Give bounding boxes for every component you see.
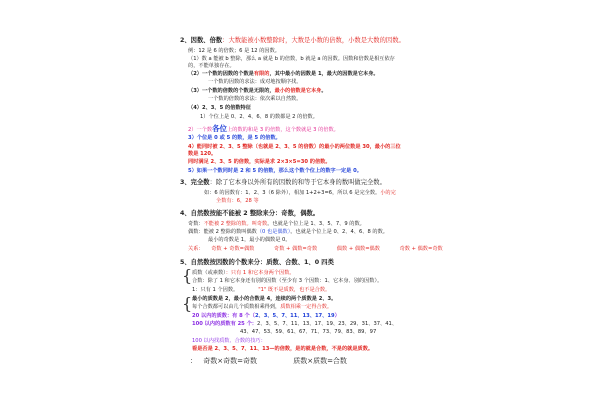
s2-p4b: 2）一个数各位上的数的和是 3 的倍数，这个数就是 3 的倍数。 xyxy=(188,124,339,133)
section-4-heading: 4、自然数按能不能被 2 整除来分：奇数，偶数。 xyxy=(180,210,320,217)
s3-ex1: 如：6 的因数有：1、2、3（6 除外），相加 1+2+3=6，所以 6 是完全数。小的完 xyxy=(204,190,396,196)
s2-p2: （2）一个数的因数的个数是有限的，其中最小的因数是 1，最大的因数是它本身。 xyxy=(188,71,379,77)
s2-p4e: 同时满足 2、3、5 的倍数，实际是求 2×3×5=30 的倍数。 xyxy=(188,159,331,165)
s2-p3: （3）一个数的倍数的个数是无限的，最小的倍数是它本身。 xyxy=(188,88,327,94)
s5-one: 1：只有 1 个因数。 "1" 既不是质数，也不是合数。 xyxy=(192,287,331,293)
s5-prime100-cont: 43、47、53、59、61、67、71、73、79、83、89、97 xyxy=(240,329,377,335)
s2-p4: （4）2、3、5 的倍数特征 xyxy=(188,105,251,111)
s2-example: 例：12 是 6 的倍数；6 是 12 的因数。 xyxy=(188,48,280,54)
s4-relations: 关系： 奇数 + 奇数=偶数 奇数 + 偶数=奇数 偶数 + 偶数=偶数 奇数 + 偶数=奇数 xyxy=(188,246,443,252)
s2-p1b: 的，不能单独存在。 xyxy=(188,63,235,69)
bottom-formulas: ： 奇数×奇数=奇数 质数×质数=合数 xyxy=(190,357,347,365)
section-2-heading: 2、因数、倍数：大数能被小数整除时，大数是小数的倍数，小数是大数的因数。 xyxy=(180,37,405,44)
s5-prime20: 20 以内的质数：有 8 个（2、3、5、7、11、13、17、19） xyxy=(192,313,340,319)
s5-composite: 合数：除了 1 和它本身还有别的因数（至少有 3 个因数：1、它本身、别的因数）。 xyxy=(192,278,383,284)
brace-icon: { xyxy=(182,294,193,313)
s4-odd: 奇数：不能被 2 整除的数。叫奇数。也就是个位上是 1、3、5、7、9 的数。 xyxy=(188,221,365,227)
s4-even: 偶数：能被 2 整除的数叫偶数（0 也是偶数）。也就是个位上是 0、2、4、6、8 的数。 xyxy=(188,229,388,235)
s3-ex2: 全数有：6，28 等 xyxy=(216,198,259,204)
s2-p2d: 一个数的因数的求法：成对地按顺序找。 xyxy=(208,79,302,85)
s2-p4d2: 数是 120。 xyxy=(188,151,217,157)
s2-p4c: 3）个位是 0 或 5 的数，是 5 的倍数。 xyxy=(188,135,281,141)
s2-p4d: 4）能同时被 2、3、5 整除（也就是 2、3、5 的倍数）的最小的两位数是 30，最小的三位 xyxy=(188,144,401,150)
s2-p4a: 1）个位上是 0、2、4、6、8 的数都是 2 的倍数。 xyxy=(200,114,318,120)
s5-prime: 质数（或素数）：只有 1 和它本身两个因数。 xyxy=(192,270,295,276)
s5-prime100: 100 以内的质数有 25 个：2、3、5、7、11、13、17、19、23、29、31、37、41、 xyxy=(192,321,398,327)
s5-tip2: 看是否是 2、3、5、7、11、13—的倍数，是的就是合数，不是的就是质数。 xyxy=(192,346,374,352)
s5-tip: 100 以内找质数、合数的技巧： xyxy=(192,338,266,344)
s4-min: 最小的奇数是 1，最小的偶数是 0。 xyxy=(208,237,291,243)
section-5-heading: 5、自然数按因数的个数来分：质数、合数、1、0 四类 xyxy=(180,259,334,266)
s2-p4f: 5）如果一个数同时是 2 和 5 的倍数，那么这个数个位上的数字一定是 0。 xyxy=(188,168,362,174)
s2-p3d: 一个数的倍数的求法：依次乘以自然数。 xyxy=(208,96,302,102)
s2-p1: （1）数 a 能被 b 整除，那么 a 就是 b 的倍数，b 就是 a 的因数。因数和倍数是相互依存 xyxy=(188,56,395,62)
brace-icon: { xyxy=(182,266,193,285)
s5-compose: 每个合数都可以由几个质数相乘得到，质数相乘一定得合数。 xyxy=(192,304,333,310)
section-3-heading: 3、完全数：除了它本身以外所有的因数的和等于它本身的数叫做完全数。 xyxy=(180,179,386,186)
s5-min-info: 最小的质数是 2，最小的合数是 4，连续的两个质数是 2、3。 xyxy=(192,296,337,302)
